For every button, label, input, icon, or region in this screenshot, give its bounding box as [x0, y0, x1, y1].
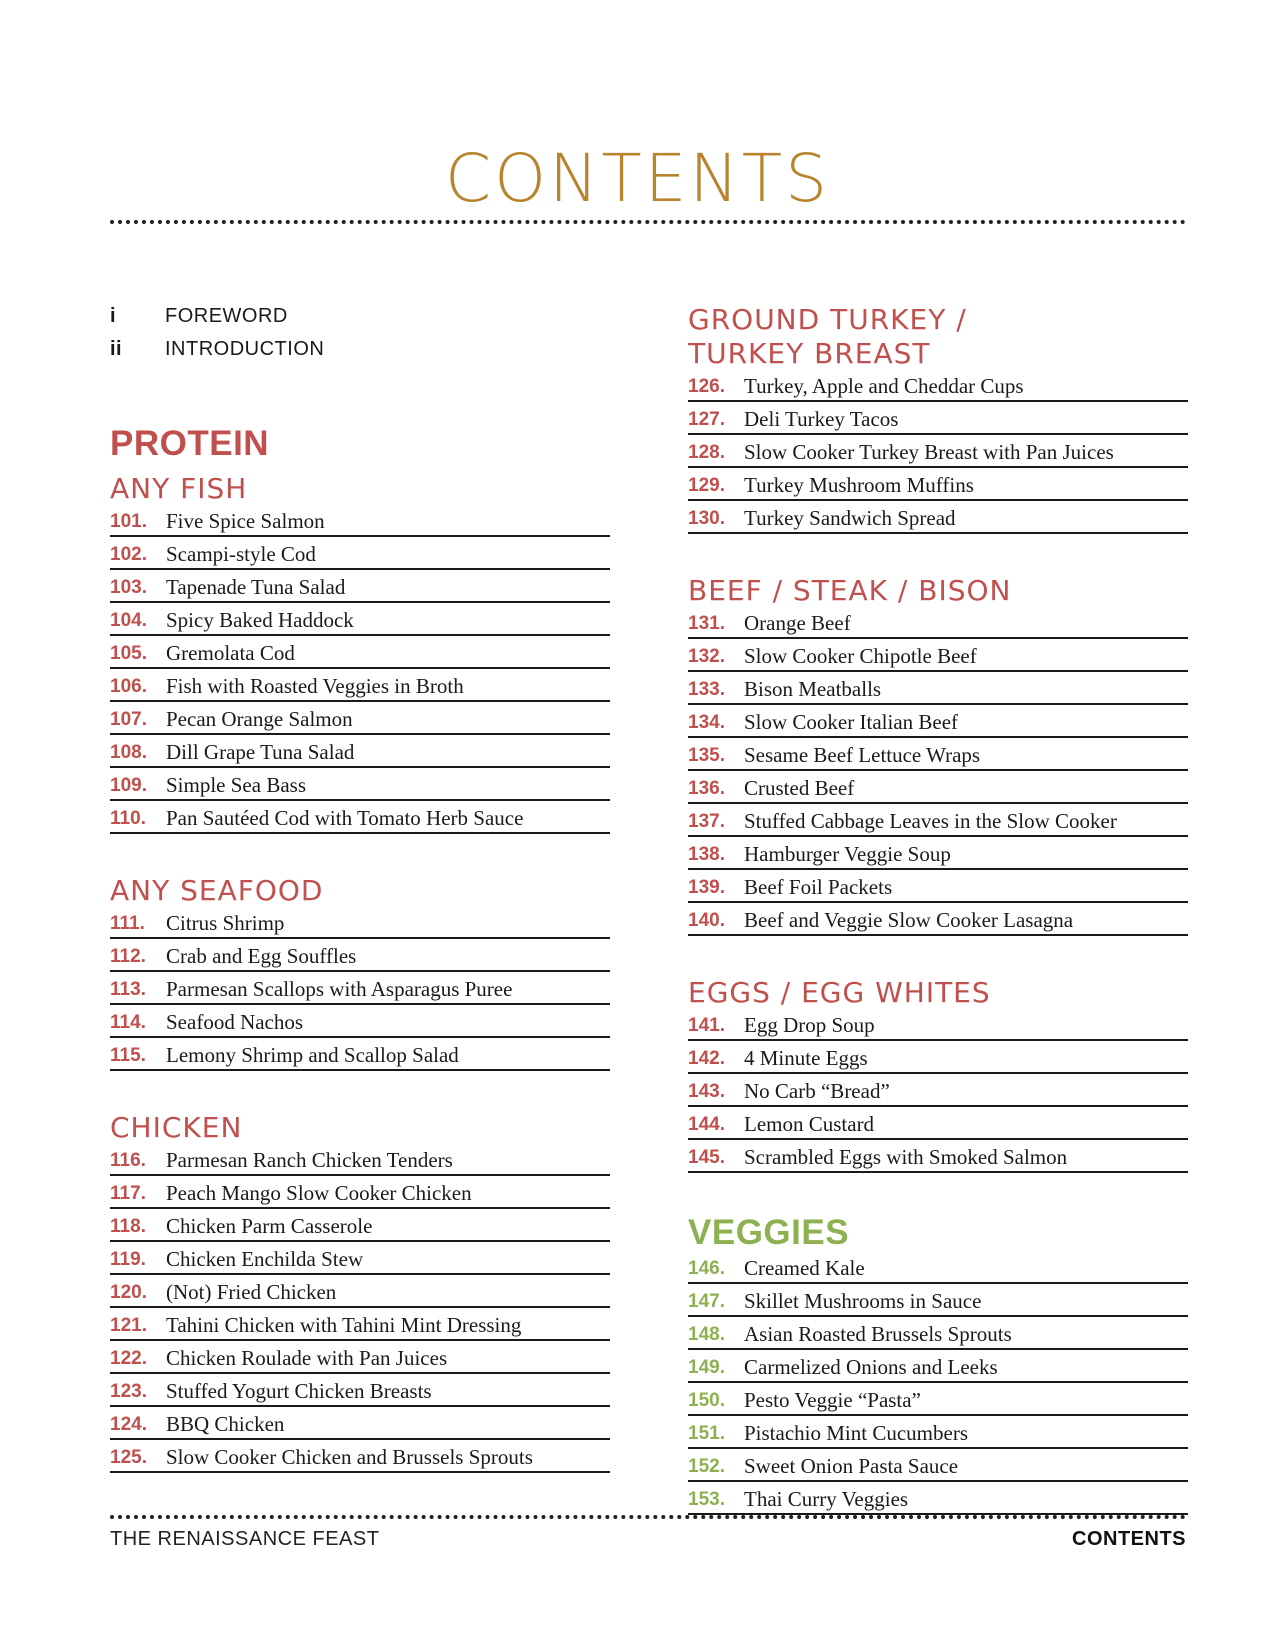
toc-list	[688, 371, 1188, 534]
toc-entry[interactable]	[688, 674, 1188, 705]
toc-list	[110, 908, 610, 1071]
toc-list	[688, 608, 1188, 936]
toc-entry-number: 116.	[110, 1150, 146, 1171]
toc-entry-number: 142.	[688, 1048, 725, 1069]
toc-entry-number: 120.	[110, 1282, 147, 1303]
toc-entry-title: Stuffed Yogurt Chicken Breasts	[166, 1379, 432, 1403]
toc-entry-title: Pan Sautéed Cod with Tomato Herb Sauce	[166, 806, 524, 830]
toc-entry-number: 114.	[110, 1012, 146, 1033]
toc-entry-number: 138.	[688, 844, 725, 865]
section-turkey	[688, 303, 1188, 534]
toc-entry-title: Pistachio Mint Cucumbers	[744, 1421, 968, 1445]
toc-entry-title: Sesame Beef Lettuce Wraps	[744, 743, 981, 767]
toc-entry[interactable]	[688, 608, 1188, 639]
top-dotted-rule	[110, 220, 1186, 224]
section-heading: ANY FISH	[110, 472, 248, 505]
toc-entry-number: 140.	[688, 910, 725, 931]
toc-entry-title: Pesto Veggie “Pasta”	[744, 1388, 921, 1412]
toc-entry-number: 106.	[110, 676, 147, 697]
toc-entry-number: 108.	[110, 742, 147, 763]
toc-entry-number: 115.	[110, 1045, 146, 1066]
toc-entry[interactable]	[110, 671, 610, 702]
toc-entry-number: 118.	[110, 1216, 146, 1237]
toc-entry[interactable]	[688, 1286, 1188, 1317]
toc-entry-title: Orange Beef	[744, 611, 851, 635]
toc-entry[interactable]	[110, 1376, 610, 1407]
toc-entry[interactable]	[688, 371, 1188, 402]
toc-entry[interactable]	[688, 872, 1188, 903]
toc-entry[interactable]	[110, 1244, 610, 1275]
toc-list	[110, 1145, 610, 1473]
toc-entry-title: Slow Cooker Turkey Breast with Pan Juices	[744, 440, 1114, 464]
toc-entry-number: 112.	[110, 946, 146, 967]
toc-entry[interactable]	[110, 1310, 610, 1341]
toc-entry-title: Chicken Parm Casserole	[166, 1214, 373, 1238]
front-matter-item[interactable]	[110, 333, 610, 366]
toc-entry[interactable]	[688, 1076, 1188, 1107]
toc-entry-number: 125.	[110, 1447, 147, 1468]
toc-entry-number: 152.	[688, 1456, 725, 1477]
toc-entry-number: 121.	[110, 1315, 147, 1336]
section-beef	[688, 574, 1188, 936]
toc-entry-title: Thai Curry Veggies	[744, 1487, 909, 1511]
toc-entry-title: Carmelized Onions and Leeks	[744, 1355, 998, 1379]
toc-entry-number: 134.	[688, 712, 725, 733]
toc-entry[interactable]	[110, 941, 610, 972]
toc-entry-title: Peach Mango Slow Cooker Chicken	[166, 1181, 472, 1205]
toc-entry-title: Chicken Roulade with Pan Juices	[166, 1346, 448, 1370]
toc-entry-title: Scrambled Eggs with Smoked Salmon	[744, 1145, 1068, 1169]
toc-entry-number: 151.	[688, 1423, 725, 1444]
toc-entry-title: Simple Sea Bass	[166, 773, 306, 797]
toc-entry-title: Sweet Onion Pasta Sauce	[744, 1454, 959, 1478]
toc-entry-number: 109.	[110, 775, 147, 796]
toc-entry-title: Lemon Custard	[744, 1112, 875, 1136]
toc-entry-number: 135.	[688, 745, 725, 766]
toc-entry[interactable]	[688, 740, 1188, 771]
toc-entry[interactable]	[688, 839, 1188, 870]
toc-entry-number: 117.	[110, 1183, 146, 1204]
toc-entry-title: Egg Drop Soup	[744, 1013, 875, 1037]
toc-entry-number: 146.	[688, 1258, 725, 1279]
toc-entry-title: Hamburger Veggie Soup	[744, 842, 951, 866]
toc-entry[interactable]	[110, 605, 610, 636]
toc-entry[interactable]	[688, 641, 1188, 672]
toc-entry[interactable]	[110, 908, 610, 939]
toc-entry-title: (Not) Fried Chicken	[166, 1280, 337, 1304]
section-chicken	[110, 1111, 610, 1473]
toc-entry-number: 110.	[110, 808, 146, 829]
toc-entry-title: Slow Cooker Italian Beef	[744, 710, 959, 734]
toc-entry-number: 147.	[688, 1291, 725, 1312]
veggies-heading: VEGGIES	[688, 1213, 850, 1252]
toc-entry-title: Five Spice Salmon	[166, 509, 325, 533]
toc-entry-title: Deli Turkey Tacos	[744, 407, 899, 431]
front-matter-item[interactable]	[110, 300, 610, 333]
section-heading: CHICKEN	[110, 1111, 243, 1144]
toc-entry-number: 132.	[688, 646, 725, 667]
toc-entry-title: Spicy Baked Haddock	[166, 608, 354, 632]
toc-entry-number: 141.	[688, 1015, 725, 1036]
toc-entry-number: 153.	[688, 1489, 725, 1510]
toc-entry-number: 127.	[688, 409, 725, 430]
toc-entry-title: Beef and Veggie Slow Cooker Lasagna	[744, 908, 1074, 932]
section-any-fish	[110, 472, 610, 834]
toc-entry-number: 124.	[110, 1414, 147, 1435]
toc-entry[interactable]	[688, 1385, 1188, 1416]
toc-entry-number: 137.	[688, 811, 725, 832]
toc-entry[interactable]	[688, 1352, 1188, 1383]
toc-entry[interactable]	[110, 506, 610, 537]
toc-entry[interactable]	[688, 1451, 1188, 1482]
section-heading: GROUND TURKEY /	[688, 303, 967, 336]
toc-entry-number: 122.	[110, 1348, 147, 1369]
section-heading: ANY SEAFOOD	[110, 874, 324, 907]
toc-entry-number: 139.	[688, 877, 725, 898]
toc-entry[interactable]	[110, 1409, 610, 1440]
toc-entry-title: Turkey, Apple and Cheddar Cups	[744, 374, 1024, 398]
toc-entry[interactable]	[110, 638, 610, 669]
toc-entry-number: 136.	[688, 778, 725, 799]
toc-entry-title: Gremolata Cod	[166, 641, 295, 665]
toc-entry-title: Tahini Chicken with Tahini Mint Dressing	[166, 1313, 522, 1337]
toc-entry-title: Fish with Roasted Veggies in Broth	[166, 674, 464, 698]
front-matter-label: INTRODUCTION	[165, 338, 325, 360]
toc-entry-number: 133.	[688, 679, 725, 700]
toc-entry[interactable]	[688, 1418, 1188, 1449]
toc-entry[interactable]	[110, 1211, 610, 1242]
toc-entry-title: Crusted Beef	[744, 776, 855, 800]
toc-entry-title: Dill Grape Tuna Salad	[166, 740, 355, 764]
section-any-seafood	[110, 874, 610, 1071]
toc-entry[interactable]	[688, 707, 1188, 738]
toc-entry-title: BBQ Chicken	[166, 1412, 285, 1436]
section-heading: TURKEY BREAST	[688, 337, 931, 370]
toc-entry-title: Stuffed Cabbage Leaves in the Slow Cooker	[744, 809, 1117, 833]
toc-entry-number: 119.	[110, 1249, 146, 1270]
toc-list	[688, 1010, 1188, 1173]
section-heading: EGGS / EGG WHITES	[688, 976, 991, 1009]
toc-entry-number: 126.	[688, 376, 725, 397]
toc-entry-number: 144.	[688, 1114, 725, 1135]
toc-entry-title: Slow Cooker Chicken and Brussels Sprouts	[166, 1445, 533, 1469]
toc-entry[interactable]	[688, 806, 1188, 837]
toc-entry-title: Turkey Sandwich Spread	[744, 506, 956, 530]
toc-entry-title: Bison Meatballs	[744, 677, 882, 701]
toc-entry-title: Beef Foil Packets	[744, 875, 893, 899]
toc-entry-title: Creamed Kale	[744, 1256, 865, 1280]
toc-entry[interactable]	[688, 1109, 1188, 1140]
toc-entry-number: 123.	[110, 1381, 147, 1402]
toc-entry-number: 150.	[688, 1390, 725, 1411]
toc-entry-title: Pecan Orange Salmon	[166, 707, 353, 731]
footer-book-title: THE RENAISSANCE FEAST	[110, 1528, 380, 1550]
toc-entry[interactable]	[688, 1010, 1188, 1041]
toc-entry-number: 149.	[688, 1357, 725, 1378]
front-matter-num: i	[110, 305, 117, 327]
toc-entry[interactable]	[110, 572, 610, 603]
front-matter-num: ii	[110, 338, 123, 360]
toc-entry-number: 143.	[688, 1081, 725, 1102]
toc-entry-number: 104.	[110, 610, 147, 631]
section-eggs	[688, 976, 1188, 1173]
front-matter	[110, 300, 610, 366]
toc-entry[interactable]	[688, 404, 1188, 435]
toc-entry-title: Turkey Mushroom Muffins	[744, 473, 974, 497]
toc-entry[interactable]	[110, 704, 610, 735]
front-matter-label: FOREWORD	[165, 305, 288, 327]
toc-entry-number: 148.	[688, 1324, 725, 1345]
section-heading: BEEF / STEAK / BISON	[688, 574, 1012, 607]
toc-entry-title: Chicken Enchilda Stew	[166, 1247, 364, 1271]
toc-entry-number: 105.	[110, 643, 147, 664]
toc-entry-number: 131.	[688, 613, 725, 634]
toc-entry[interactable]	[110, 803, 610, 834]
toc-entry-number: 128.	[688, 442, 725, 463]
toc-entry-number: 113.	[110, 979, 146, 1000]
toc-entry[interactable]	[110, 1145, 610, 1176]
toc-entry[interactable]	[688, 437, 1188, 468]
toc-entry[interactable]	[110, 1040, 610, 1071]
toc-entry[interactable]	[688, 905, 1188, 936]
toc-entry[interactable]	[110, 1178, 610, 1209]
toc-entry-number: 145.	[688, 1147, 725, 1168]
toc-entry-title: 4 Minute Eggs	[744, 1046, 868, 1070]
protein-heading: PROTEIN	[110, 424, 270, 463]
toc-list	[688, 1253, 1188, 1515]
toc-list	[110, 506, 610, 834]
toc-entry[interactable]	[110, 1343, 610, 1374]
left-column	[110, 300, 610, 1513]
toc-entry-title: Citrus Shrimp	[166, 911, 285, 935]
toc-entry-number: 111.	[110, 913, 145, 934]
toc-entry-title: Slow Cooker Chipotle Beef	[744, 644, 977, 668]
toc-entry-title: Skillet Mushrooms in Sauce	[744, 1289, 982, 1313]
toc-entry-title: Lemony Shrimp and Scallop Salad	[166, 1043, 459, 1067]
toc-entry[interactable]	[110, 974, 610, 1005]
toc-entry[interactable]	[688, 470, 1188, 501]
toc-entry[interactable]	[110, 770, 610, 801]
toc-entry[interactable]	[110, 1007, 610, 1038]
toc-entry-title: Seafood Nachos	[166, 1010, 304, 1034]
toc-entry-title: Crab and Egg Souffles	[166, 944, 357, 968]
toc-entry-title: No Carb “Bread”	[744, 1079, 890, 1103]
toc-entry-number: 130.	[688, 508, 725, 529]
bottom-dotted-rule	[110, 1515, 1186, 1519]
toc-entry-number: 101.	[110, 511, 147, 532]
page-title: CONTENTS	[444, 140, 830, 217]
toc-entry[interactable]	[110, 1277, 610, 1308]
toc-entry[interactable]	[688, 1253, 1188, 1284]
toc-entry-number: 102.	[110, 544, 147, 565]
footer-section-title: CONTENTS	[1072, 1528, 1186, 1550]
toc-entry[interactable]	[688, 773, 1188, 804]
section-veggies	[688, 1213, 1188, 1515]
toc-entry[interactable]	[688, 1484, 1188, 1515]
toc-entry-title: Tapenade Tuna Salad	[166, 575, 346, 599]
toc-entry[interactable]	[688, 1043, 1188, 1074]
toc-entry[interactable]	[110, 737, 610, 768]
toc-entry[interactable]	[688, 1142, 1188, 1173]
toc-entry[interactable]	[688, 503, 1188, 534]
toc-entry[interactable]	[688, 1319, 1188, 1350]
toc-entry[interactable]	[110, 539, 610, 570]
toc-entry-number: 107.	[110, 709, 147, 730]
toc-entry-number: 103.	[110, 577, 147, 598]
toc-entry-title: Scampi-style Cod	[166, 542, 316, 566]
toc-entry-title: Parmesan Ranch Chicken Tenders	[166, 1148, 453, 1172]
toc-entry-number: 129.	[688, 475, 725, 496]
right-column	[688, 303, 1188, 1555]
toc-entry[interactable]	[110, 1442, 610, 1473]
toc-entry-title: Asian Roasted Brussels Sprouts	[744, 1322, 1012, 1346]
toc-entry-title: Parmesan Scallops with Asparagus Puree	[166, 977, 513, 1001]
